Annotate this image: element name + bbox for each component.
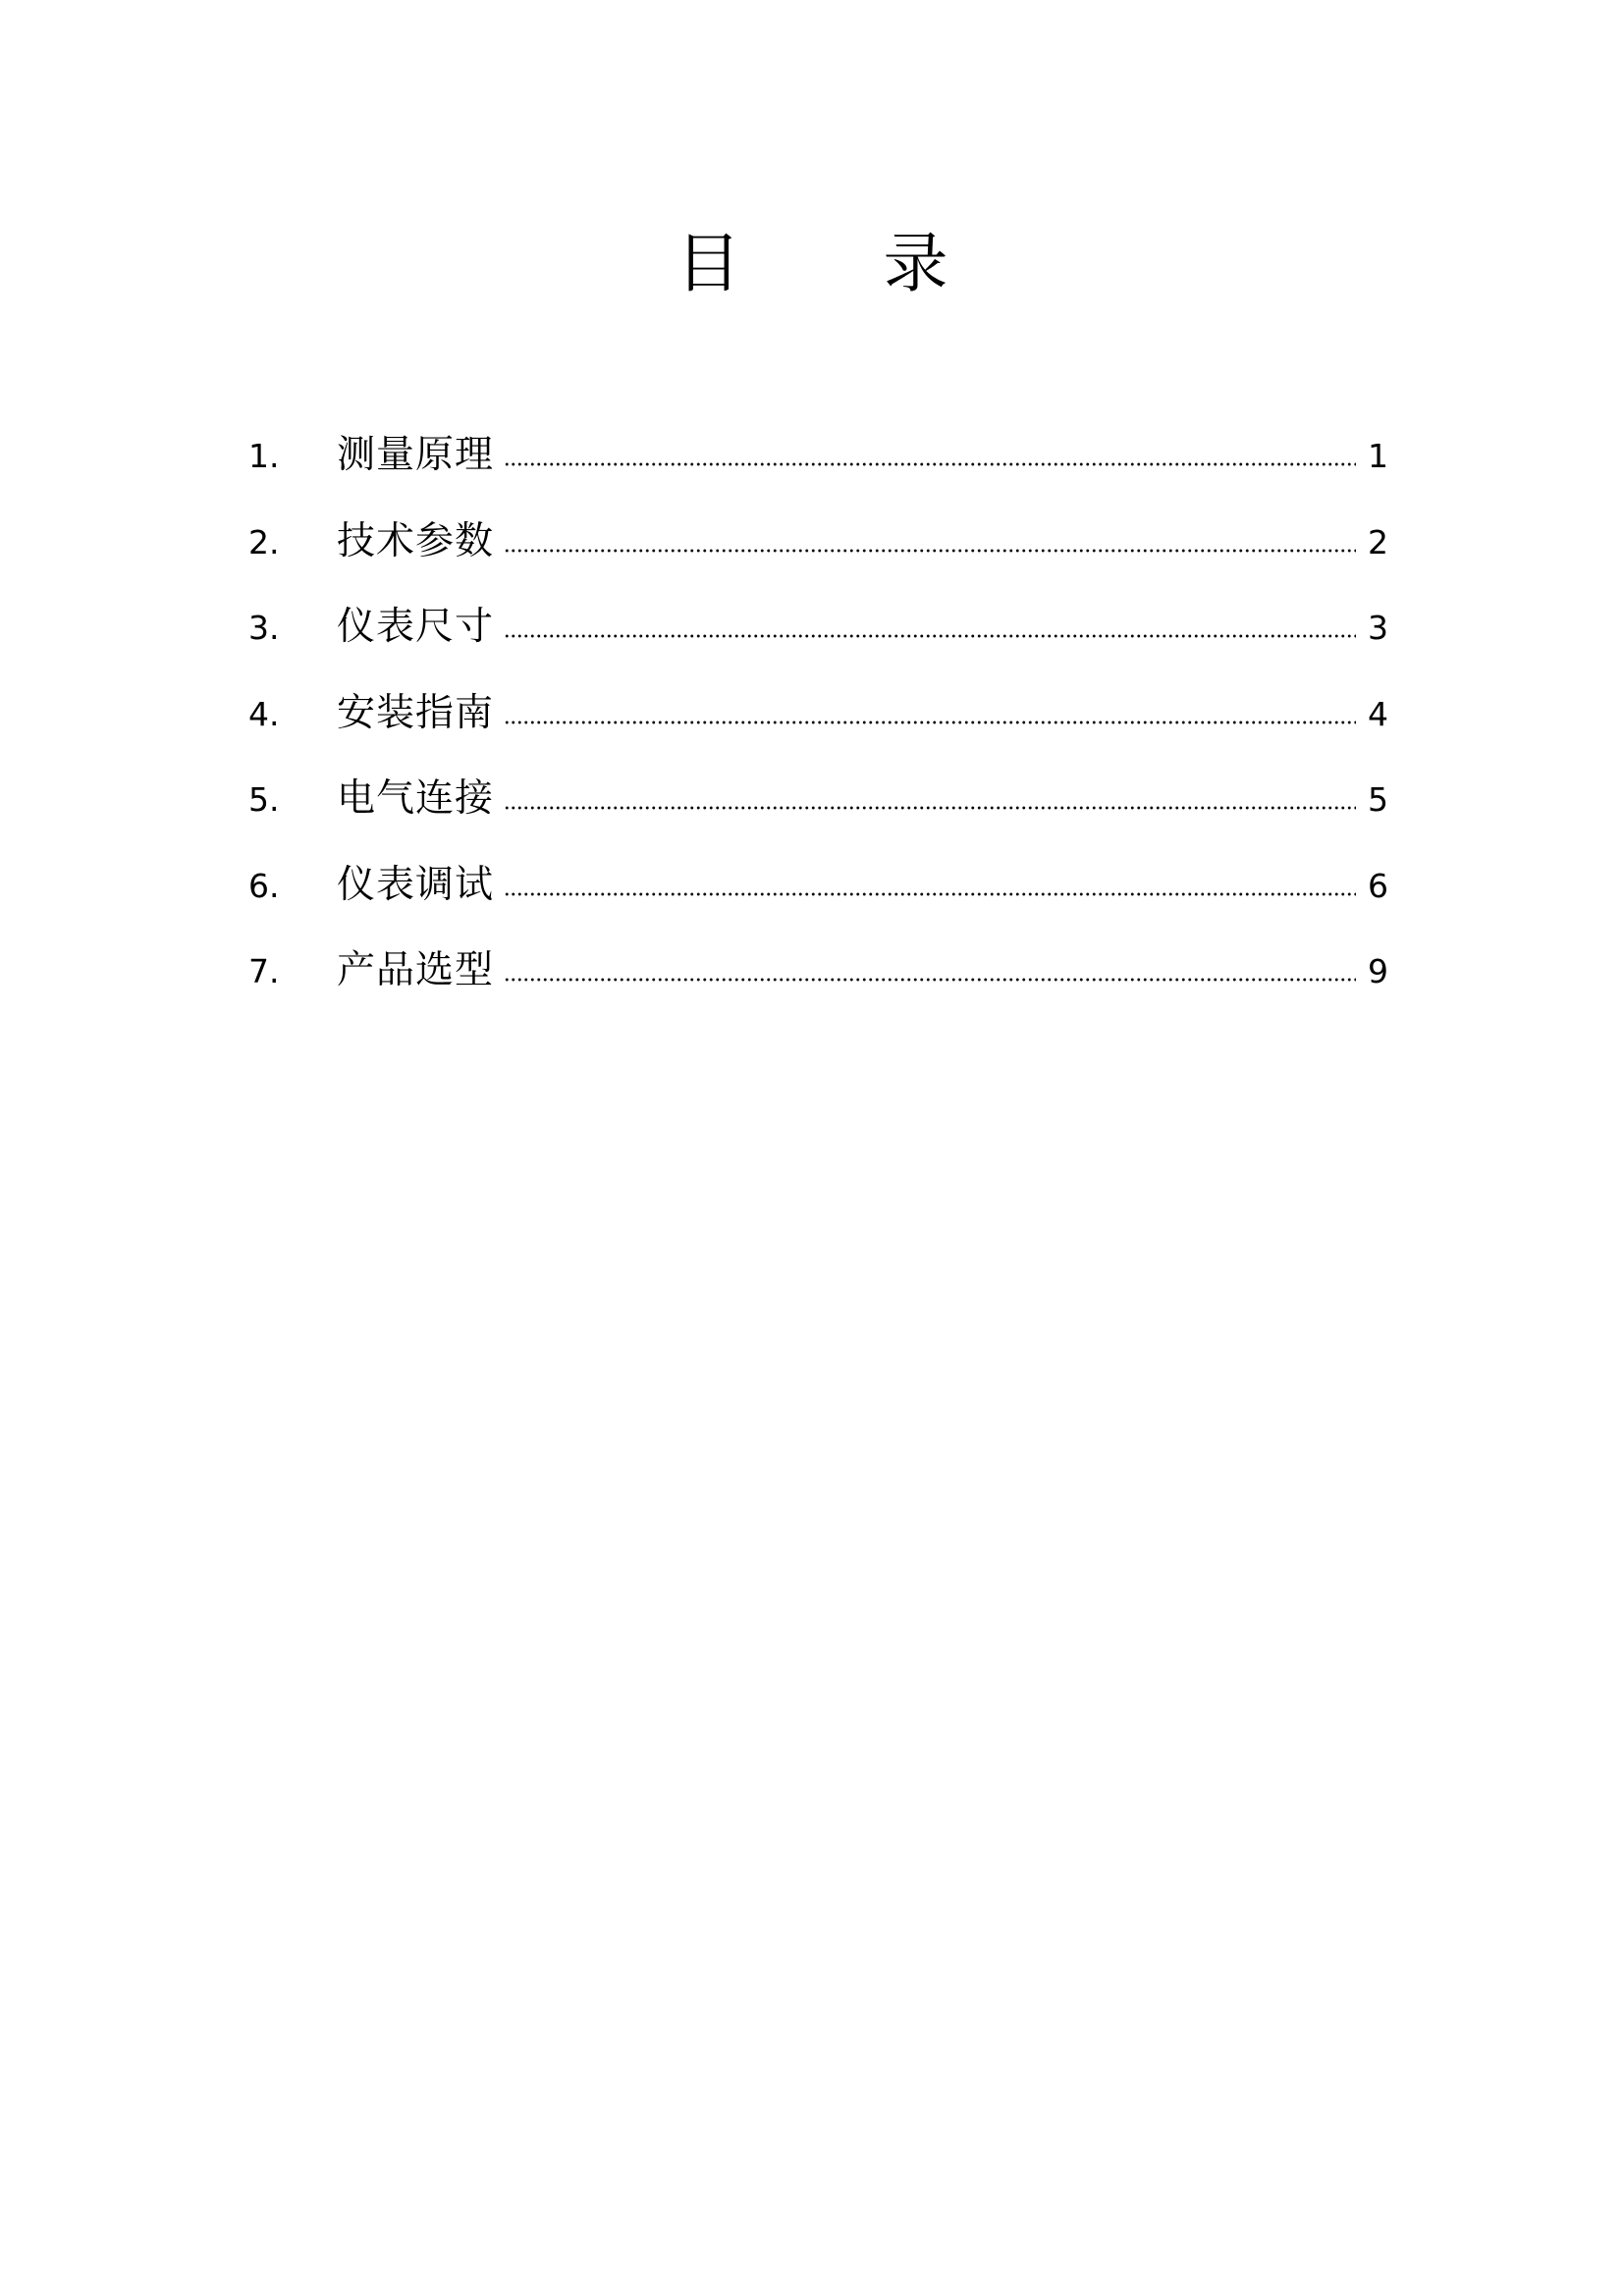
toc-entry xyxy=(248,670,1388,757)
toc-entry xyxy=(248,499,1388,585)
toc-dot-leader xyxy=(504,977,1356,983)
toc-entry-page: 6 xyxy=(1368,866,1388,905)
toc-entry xyxy=(248,756,1388,842)
toc-title: 目 录 xyxy=(676,226,948,301)
toc-entry-number: 7. xyxy=(248,952,280,990)
toc-entry xyxy=(248,928,1388,1014)
toc-dot-leader xyxy=(504,720,1356,725)
toc-entry-number: 5. xyxy=(248,780,280,819)
toc-entry-page: 9 xyxy=(1368,952,1388,990)
toc-dot-leader xyxy=(504,548,1356,554)
toc-entry-page: 5 xyxy=(1368,780,1388,819)
toc-entry-label: 仪表调试 xyxy=(337,862,495,907)
toc-entry-number: 6. xyxy=(248,866,280,905)
toc-dot-leader xyxy=(504,805,1356,811)
toc-entry-label: 测量原理 xyxy=(337,433,495,477)
toc-entry-page: 4 xyxy=(1368,694,1388,733)
toc-entry-label: 仪表尺寸 xyxy=(337,605,495,649)
toc-entry-number: 2. xyxy=(248,522,280,561)
toc-entry-number: 4. xyxy=(248,694,280,733)
toc-dot-leader xyxy=(504,461,1356,467)
toc-entry-number: 1. xyxy=(248,437,280,475)
table-of-contents xyxy=(248,412,1388,1014)
toc-entry-label: 安装指南 xyxy=(337,690,495,735)
toc-dot-leader xyxy=(504,633,1356,639)
toc-entry xyxy=(248,842,1388,929)
toc-entry-label: 产品选型 xyxy=(337,948,495,992)
toc-dot-leader xyxy=(504,891,1356,897)
toc-entry xyxy=(248,412,1388,499)
toc-entry xyxy=(248,584,1388,670)
toc-entry-page: 3 xyxy=(1368,609,1388,647)
toc-entry-number: 3. xyxy=(248,609,280,647)
toc-entry-label: 技术参数 xyxy=(337,518,495,563)
toc-entry-label: 电气连接 xyxy=(337,776,495,821)
toc-entry-page: 2 xyxy=(1368,522,1388,561)
toc-entry-page: 1 xyxy=(1368,437,1388,475)
